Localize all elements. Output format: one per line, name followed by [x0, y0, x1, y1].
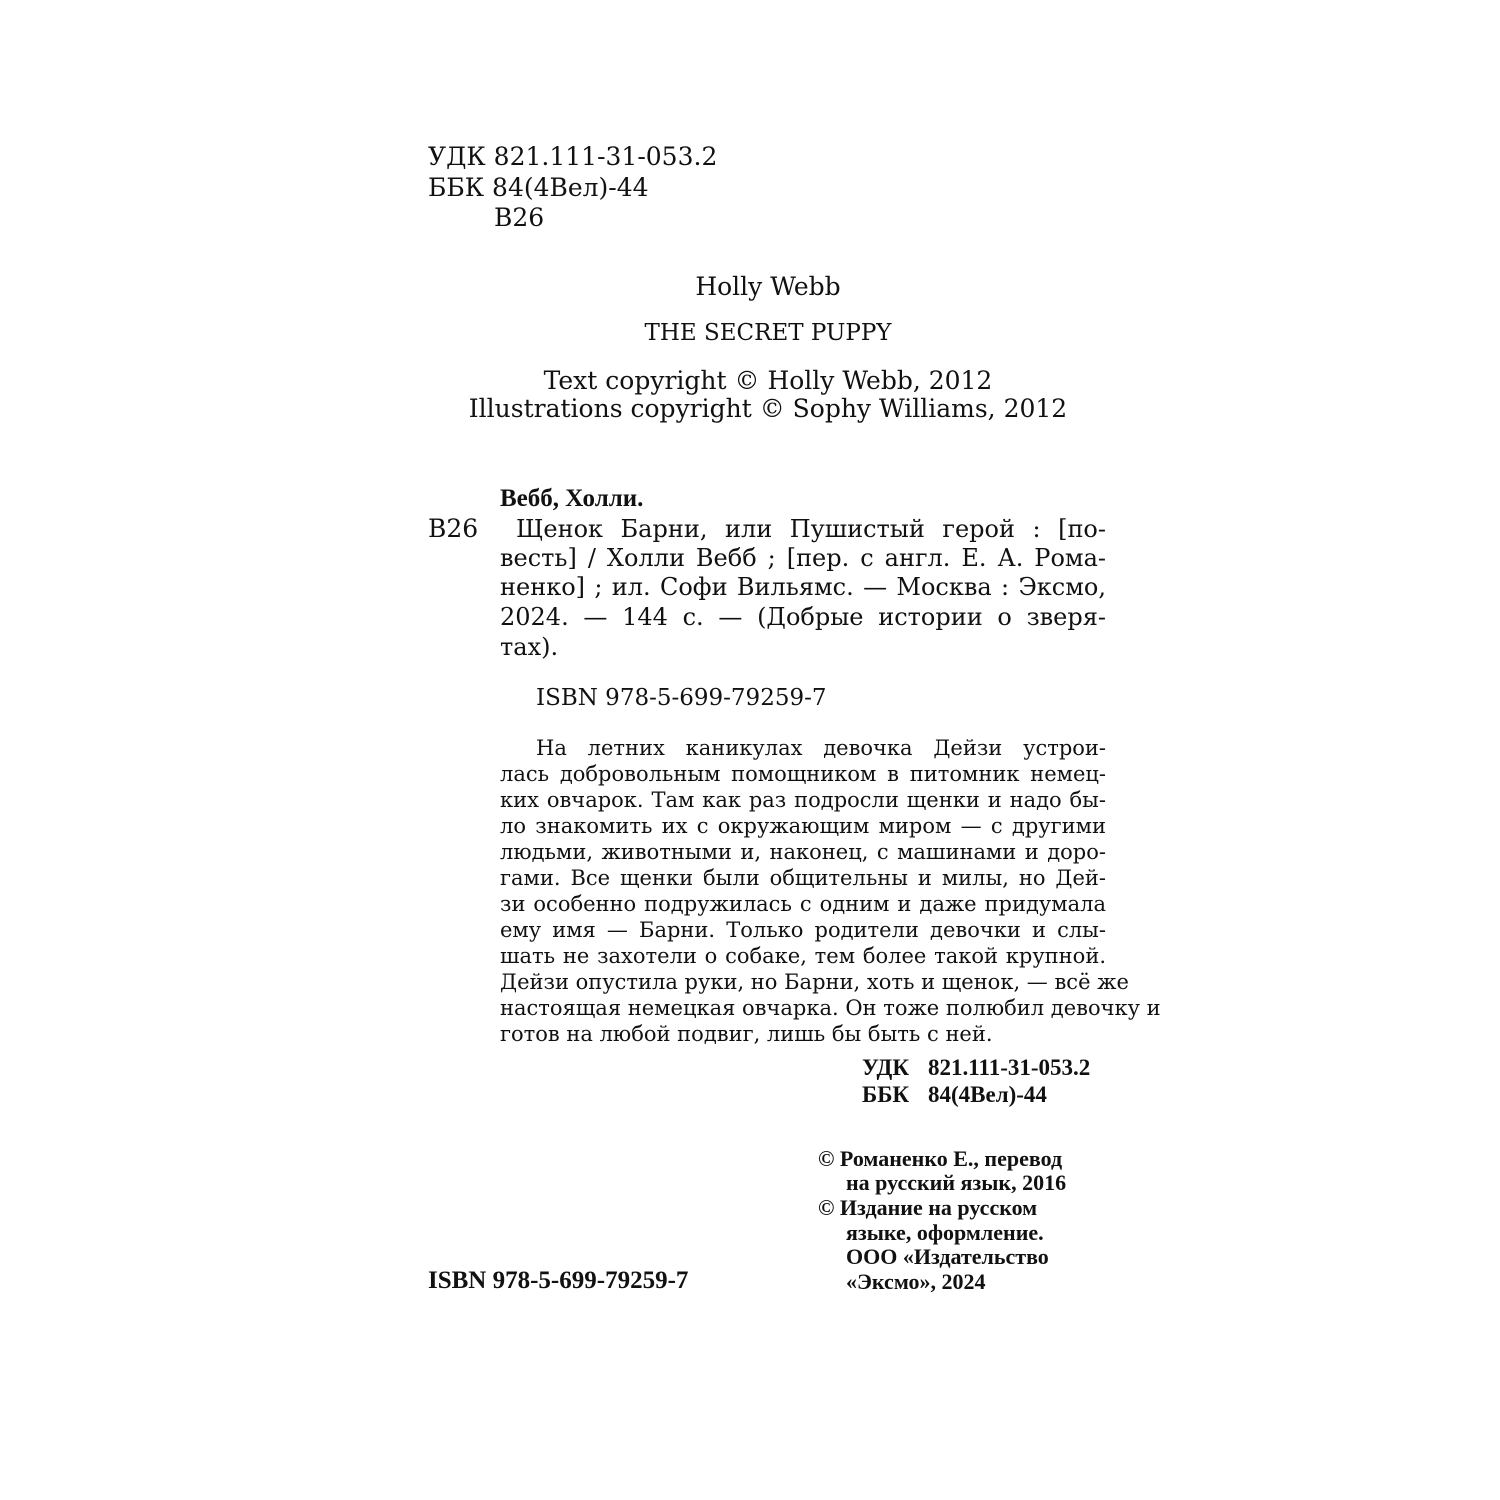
record-isbn: ISBN 978-5-699-79259-7	[536, 685, 827, 711]
annotation-line: настоящая немецкая овчарка. Он тоже полюбил девочку и	[500, 996, 1161, 1020]
illustrations-copyright: Illustrations copyright © Sophy Williams, 2012	[468, 394, 1068, 423]
copyright-line: на русский язык, 2016	[846, 1170, 1067, 1195]
copyright-line: © Романенко Е., перевод	[818, 1146, 1063, 1171]
annotation-line: зи особенно подружилась с одним и даже придумала	[500, 892, 1106, 916]
annotation-line: ему имя — Барни. Только родители девочки и слы-	[500, 918, 1106, 942]
annotation-line: ких овчарок. Там как раз подросли щенки и надо бы-	[500, 788, 1106, 812]
bbk-value-bottom: 84(4Вел)-44	[928, 1082, 1047, 1107]
annotation-line: лась добровольным помощником в питомник немец-	[500, 762, 1106, 786]
bbk-label-bottom: ББК	[862, 1082, 910, 1107]
annotation-line: шать не захотели о собаке, тем более такой крупной.	[500, 944, 1106, 968]
bbk-code-top: ББК 84(4Вел)-44	[428, 173, 649, 202]
copyright-line: © Издание на русском	[818, 1195, 1038, 1220]
record-description-line: ненко] ; ил. Софи Вильямс. — Москва : Эксмо,	[500, 573, 1106, 601]
annotation-line: Дейзи опустила руки, но Барни, хоть и щенок, — всё же	[500, 970, 1129, 994]
copyright-line: ООО «Издательство	[846, 1244, 1049, 1269]
record-author-mark: В26	[428, 514, 479, 543]
record-description-line: весть] / Холли Вебб ; [пер. с англ. Е. А. Рома-	[500, 544, 1106, 572]
udk-code-top: УДК 821.111-31-053.2	[428, 142, 718, 171]
record-description-line: Щенок Барни, или Пушистый герой : [по-	[516, 515, 1106, 543]
author-mark-top: В26	[494, 203, 545, 232]
annotation-line: готов на любой подвиг, лишь бы быть с ней.	[500, 1022, 993, 1046]
text-copyright: Text copyright © Holly Webb, 2012	[543, 366, 993, 395]
copyright-line: языке, оформление.	[846, 1220, 1044, 1245]
isbn-bottom: ISBN 978-5-699-79259-7	[428, 1267, 689, 1294]
record-description-line: тах).	[500, 633, 559, 661]
record-author-heading: Вебб, Холли.	[500, 485, 644, 512]
udk-label-bottom: УДК	[862, 1055, 910, 1080]
udk-value-bottom: 821.111-31-053.2	[928, 1055, 1091, 1080]
annotation-line: людьми, животными и, наконец, с машинами и доро-	[500, 840, 1106, 864]
annotation-line: ло знакомить их с окружающим миром — с другими	[500, 814, 1106, 838]
original-title: THE SECRET PUPPY	[644, 320, 892, 346]
original-author: Holly Webb	[695, 272, 841, 301]
annotation-line: На летних каникулах девочка Дейзи устрои-	[536, 736, 1106, 760]
annotation-line: гами. Все щенки были общительны и милы, но Дей-	[500, 866, 1106, 890]
record-description-line: 2024. — 144 с. — (Добрые истории о зверя-	[500, 603, 1106, 631]
copyright-line: «Эксмо», 2024	[846, 1269, 986, 1294]
